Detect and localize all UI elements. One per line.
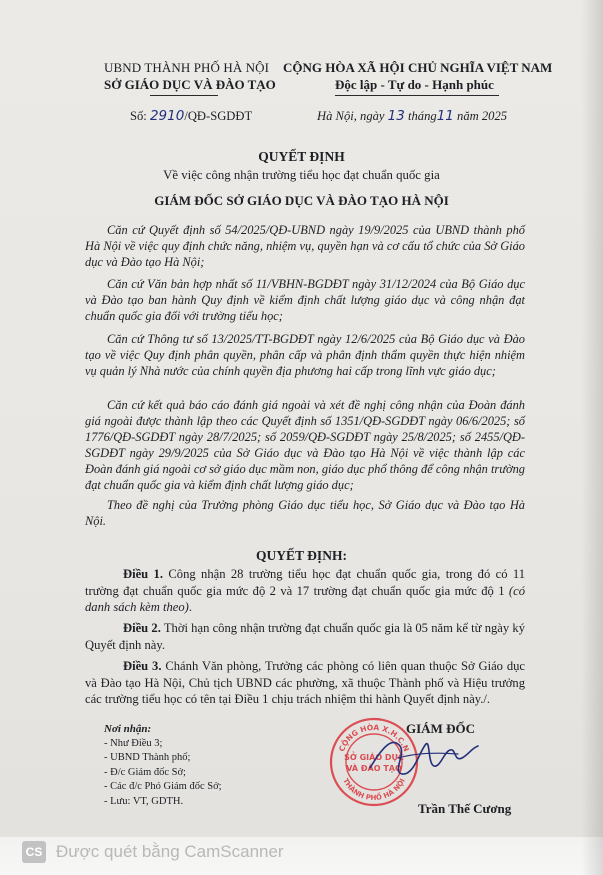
- signature-scribble-icon: [362, 728, 482, 788]
- svg-text:CỘNG HÒA X.H.C.N: CỘNG HÒA X.H.C.N: [336, 722, 412, 753]
- document-number: Số: 2910/QĐ-SGDĐT: [130, 108, 253, 124]
- authority-name: UBND THÀNH PHỐ HÀ NỘI: [104, 60, 270, 75]
- decision-heading: QUYẾT ĐỊNH:: [256, 548, 347, 563]
- signer-position: GIÁM ĐỐC: [406, 721, 475, 736]
- camscanner-logo: CS: [22, 841, 46, 863]
- article-1: Điều 1. Công nhận 28 trường tiểu học đạt chuẩn quốc gia, trong đó có 11 trường đạt chuẩn quốc gia mức độ 2 và 17 trường đạt chuẩn quốc gia mức độ 1 (có danh sách kèm theo).: [85, 567, 525, 614]
- preamble-paragraph: Căn cứ Quyết định số 54/2025/QĐ-UBND ngày 19/9/2025 của UBND thành phố Hà Nội về việc quy định chức năng, nhiệm vụ, quyền hạn và cơ cấu tổ chức của Sở Giáo dục và Đào tạo Hà Nội;: [85, 223, 525, 269]
- svg-text:VÀ ĐÀO TẠO: VÀ ĐÀO TẠO: [346, 764, 402, 773]
- recipient-item: - Như Điều 3;: [104, 737, 163, 749]
- article-3: Điều 3. Chánh Văn phòng, Trưởng các phòng có liên quan thuộc Sở Giáo dục và Đào tạo Hà Nội, Chủ tịch UBND các phường, xã thuộc Thành phố và Hiệu trưởng các trường tiểu học có tên tại Điều 1 chịu trách nhiệm thi hành Quyết định này./.: [85, 659, 526, 706]
- handwritten-day: 13: [387, 108, 405, 124]
- preamble-paragraph: Căn cứ kết quả báo cáo đánh giá ngoài và xét đề nghị công nhận của Đoàn đánh giá ngoài được thành lập theo các Quyết định số 1351/QĐ-SGDĐT ngày 06/6/2025; số 1776/QĐ-SGDĐT ngày 28/7/2025; số 2059/QĐ-SGDĐT ngày 25/8/2025; số 2455/QĐ-SGDĐT ngày 29/9/2025 của Sở Giáo dục và Đào tạo Hà Nội về việc thành lập các Đoàn đánh giá ngoài cơ sở giáo dục mầm non, giáo dục phổ thông để công nhận trường đạt chuẩn quốc gia và kiểm định chất lượng giáo dục;: [85, 398, 525, 492]
- handwritten-number: 2910: [149, 108, 185, 124]
- motto-underline: [335, 95, 499, 96]
- handwritten-month: 11: [436, 108, 454, 124]
- recipient-item: - Đ/c Giám đốc Sở;: [104, 766, 186, 778]
- signer-name: Trần Thế Cương: [418, 801, 512, 816]
- recipients-block: [104, 722, 222, 809]
- svg-text:THÀNH PHỐ HÀ NỘI: THÀNH PHỐ HÀ NỘI: [341, 777, 407, 803]
- scanner-watermark-bar: [0, 837, 603, 875]
- document-subject: Về việc công nhận trường tiểu học đạt chuẩn quốc gia: [163, 168, 440, 182]
- svg-text:SỞ GIÁO DỤC: SỞ GIÁO DỤC: [344, 753, 404, 762]
- department-underline: [150, 95, 218, 96]
- recipient-item: - Các đ/c Phó Giám đốc Sở;: [104, 781, 222, 792]
- camscanner-text: Được quét bằng CamScanner: [56, 842, 284, 861]
- document-type: QUYẾT ĐỊNH: [258, 149, 345, 164]
- article-2: Điều 2. Thời hạn công nhận trường đạt chuẩn quốc gia là 05 năm kể từ ngày ký Quyết định này.: [85, 621, 525, 652]
- issue-date: Hà Nội, ngày 13 tháng11 năm 2025: [317, 108, 508, 124]
- recipient-item: - Lưu: VT, GDTH.: [104, 795, 184, 807]
- recipients-label: Nơi nhận:: [104, 723, 152, 735]
- issuer-title: GIÁM ĐỐC SỞ GIÁO DỤC VÀ ĐÀO TẠO HÀ NỘI: [154, 193, 449, 208]
- preamble-paragraph: Theo đề nghị của Trưởng phòng Giáo dục tiểu học, Sở Giáo dục và Đào tạo Hà Nội.: [85, 498, 525, 528]
- preamble-paragraph: Căn cứ Thông tư số 13/2025/TT-BGDĐT ngày 12/6/2025 của Bộ Giáo dục và Đào tạo về việc Quy định phân quyền, phân cấp và phân định thẩm quyền thực hiện nhiệm vụ quản lý Nhà nước của chính quyền địa phương hai cấp trong lĩnh vực giáo dục;: [85, 332, 525, 378]
- national-title: CỘNG HÒA XÃ HỘI CHỦ NGHĨA VIỆT NAM: [283, 60, 553, 75]
- preamble-paragraph: Căn cứ Văn bản hợp nhất số 11/VBHN-BGDĐT ngày 31/12/2024 của Bộ Giáo dục và Đào tạo ban hành Quy định về kiểm định chất lượng giáo dục và công nhận đạt chuẩn quốc gia đối với trường tiểu học;: [85, 277, 525, 323]
- national-motto: Độc lập - Tự do - Hạnh phúc: [335, 77, 494, 92]
- recipient-item: - UBND Thành phố;: [104, 752, 191, 763]
- department-name: SỞ GIÁO DỤC VÀ ĐÀO TẠO: [104, 77, 276, 92]
